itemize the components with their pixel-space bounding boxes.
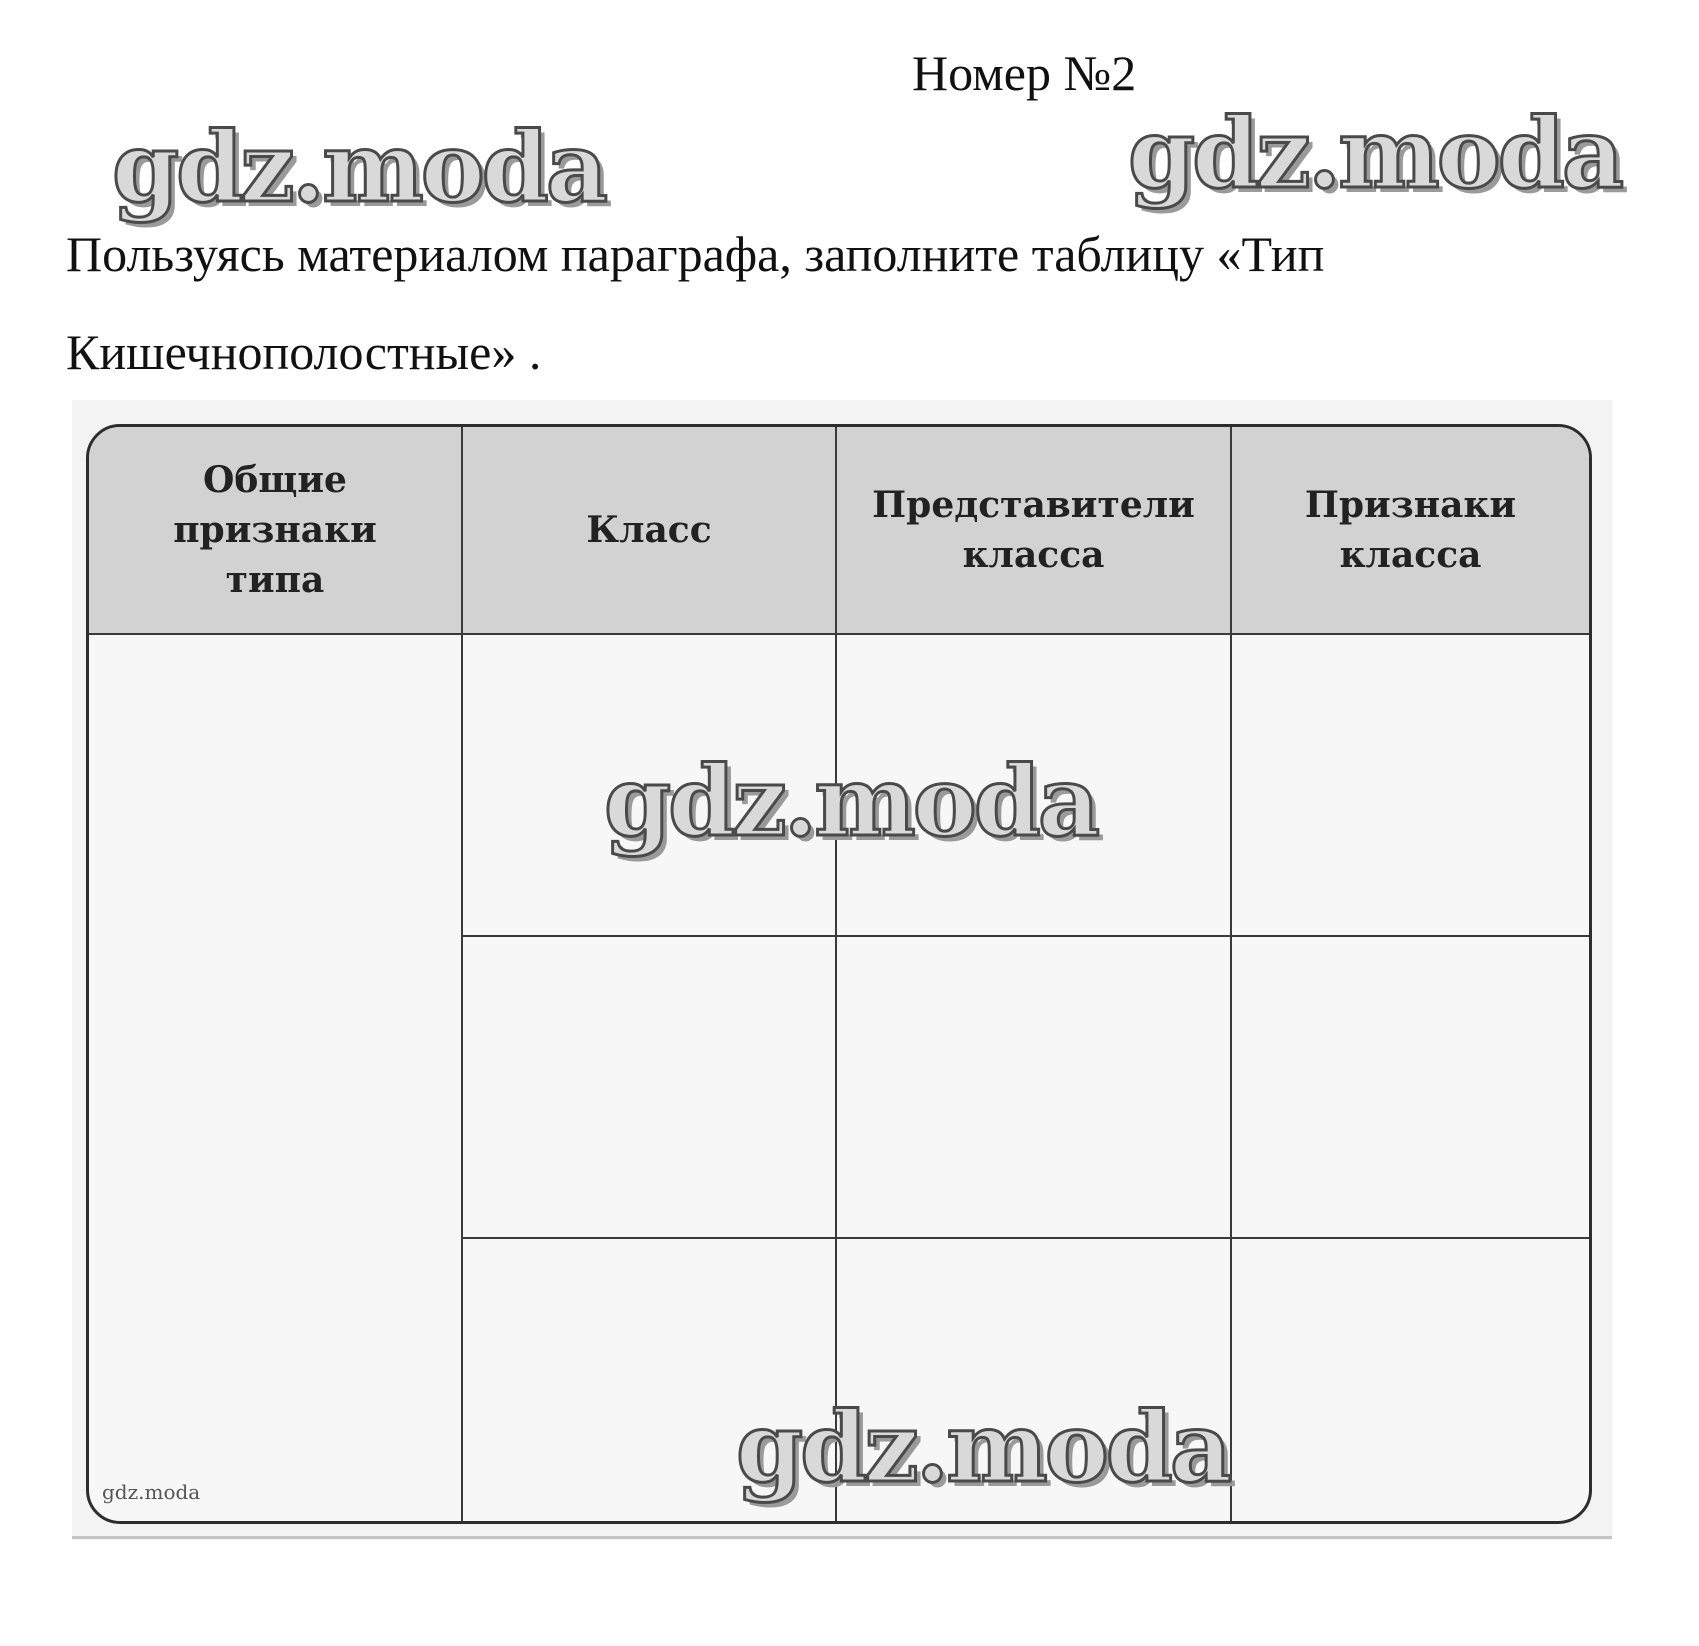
scan-edge <box>72 1536 1612 1539</box>
watermark-logo: gdz.moda <box>112 111 606 224</box>
worksheet-table <box>86 424 1592 1524</box>
header-text: признаки <box>173 509 377 551</box>
header-general-features <box>89 427 462 634</box>
header-text: типа <box>225 559 325 601</box>
header-text: класса <box>1339 534 1482 576</box>
header-text: Класс <box>586 509 712 551</box>
header-representatives <box>836 427 1231 634</box>
watermark-logo: gdz.moda <box>1128 97 1622 210</box>
header-text: Представители <box>872 484 1195 526</box>
small-watermark: gdz.moda <box>102 1480 201 1504</box>
header-class <box>462 427 836 634</box>
task-instruction: Пользуясь материалом параграфа, заполните таблицу «Тип Кишечнополостные» . <box>66 226 1325 380</box>
cell-general-features <box>89 634 462 1524</box>
header-text: Общие <box>203 459 347 501</box>
watermark-logo: gdz.moda <box>736 1391 1230 1504</box>
header-class-features <box>1231 427 1589 634</box>
header-text: класса <box>962 534 1105 576</box>
cell-features-1 <box>1231 634 1589 936</box>
cell-representatives-2 <box>836 936 1231 1238</box>
page-title: Номер №2 <box>912 45 1137 101</box>
cell-features-2 <box>1231 936 1589 1238</box>
header-text: Признаки <box>1304 484 1517 526</box>
cell-features-3 <box>1231 1238 1589 1524</box>
watermark-logo: gdz.moda <box>604 745 1098 858</box>
cell-class-2 <box>462 936 836 1238</box>
